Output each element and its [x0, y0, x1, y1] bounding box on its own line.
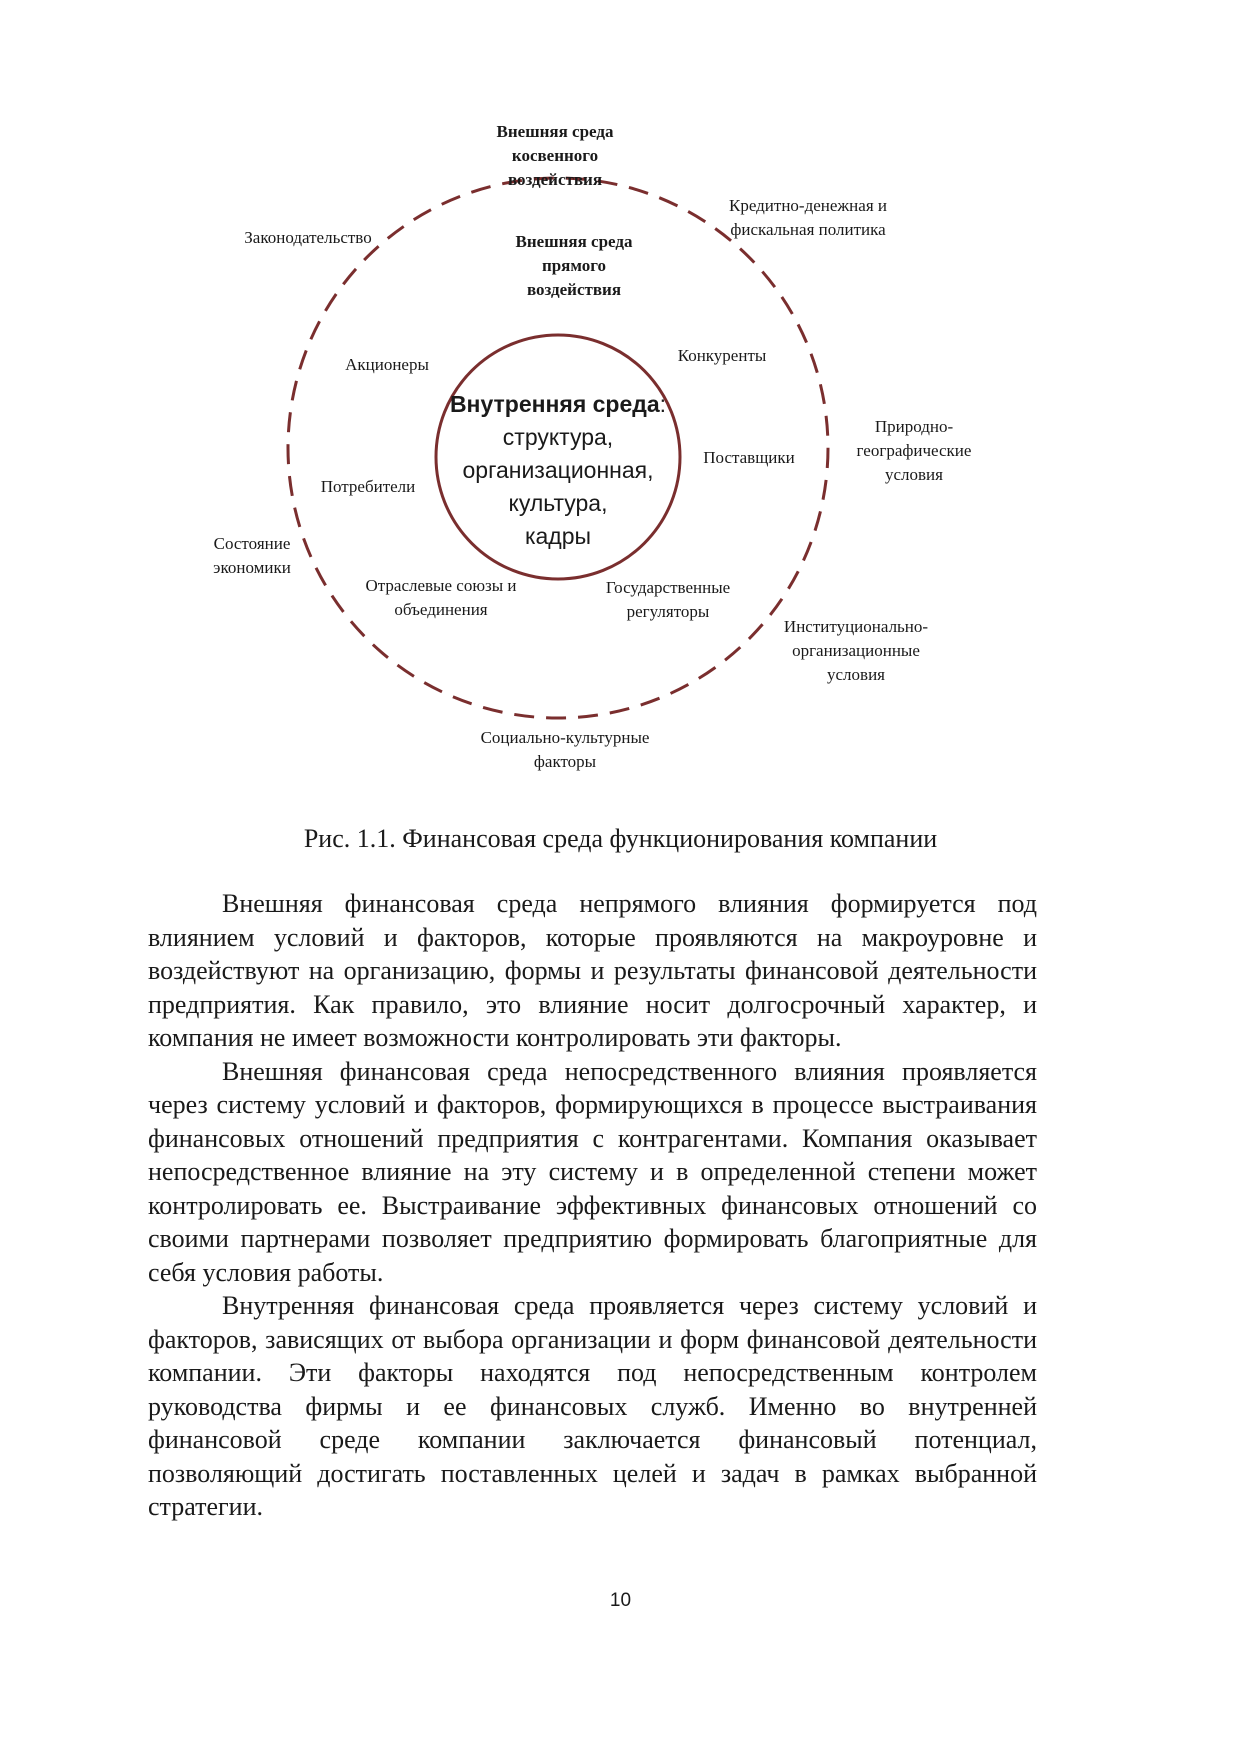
page-number: 10 [609, 1590, 632, 1611]
figure-caption: Рис. 1.1. Финансовая среда функционирования компании [303, 824, 938, 853]
inner-environment-colon: : [659, 391, 667, 417]
factor-institutional: Институционально- организационные условия [783, 617, 929, 684]
factor-consumers: Потребители [320, 477, 416, 496]
factor-industry-unions: Отраслевые союзы и объединения [365, 576, 517, 619]
paragraph-direct-environment: Внешняя финансовая среда непосредственного влияния проявляется через систему условий и факторов, формирующихся в процессе выстраивания финансовых отношений предприятия с контрагентами. Компания оказывает непосредственное влияние на эту систему и в определенной степени может контролировать ее. Выстраивание эффективных финансовых отношений со своими партнерами позволяет предприятию формировать благоприятные для себя условия работы. [148, 1056, 1037, 1287]
factor-legislation: Законодательство [244, 228, 372, 247]
factor-shareholders: Акционеры [345, 355, 429, 374]
factor-state-regulators: Государственные регуляторы [605, 578, 731, 621]
paragraph-indirect-environment: Внешняя финансовая среда непрямого влияния формируется под влиянием условий и факторов, которые проявляются на макроуровне и воздействуют на организацию, формы и результаты финансовой деятельности предприятия. Как правило, это влияние носит долгосрочный характер, и компания не имеет возможности контролировать эти факторы. [148, 889, 1037, 1052]
inner-environment-items: структура, организационная, культура, кадры [462, 424, 654, 549]
factor-natural-geographic: Природно- географические условия [856, 417, 972, 484]
outer-zone-title: Внешняя среда косвенного воздействия [496, 122, 614, 189]
financial-environment-diagram [0, 0, 1241, 800]
factor-economy-state: Состояние экономики [213, 534, 291, 577]
inner-environment-label [448, 388, 668, 553]
inner-environment-title: Внутренняя среда [449, 391, 660, 417]
body-text [148, 887, 1037, 1524]
middle-zone-title: Внешняя среда прямого воздействия [515, 232, 633, 299]
factor-monetary-fiscal-policy: Кредитно-денежная и фискальная политика [729, 196, 887, 239]
factor-suppliers: Поставщики [703, 448, 795, 467]
paragraph-internal-environment: Внутренняя финансовая среда проявляется через систему условий и факторов, зависящих от выбора организации и форм финансовой деятельности компании. Эти факторы находятся под непосредственным контролем руководства фирмы и ее финансовых служб. Именно во внутренней финансовой среде компании заключается финансовый потенциал, позволяющий достигать поставленных целей и задач в рамках выбранной стратегии. [148, 1291, 1037, 1521]
factor-competitors: Конкуренты [677, 346, 767, 365]
factor-sociocultural: Социально-культурные факторы [480, 728, 650, 771]
